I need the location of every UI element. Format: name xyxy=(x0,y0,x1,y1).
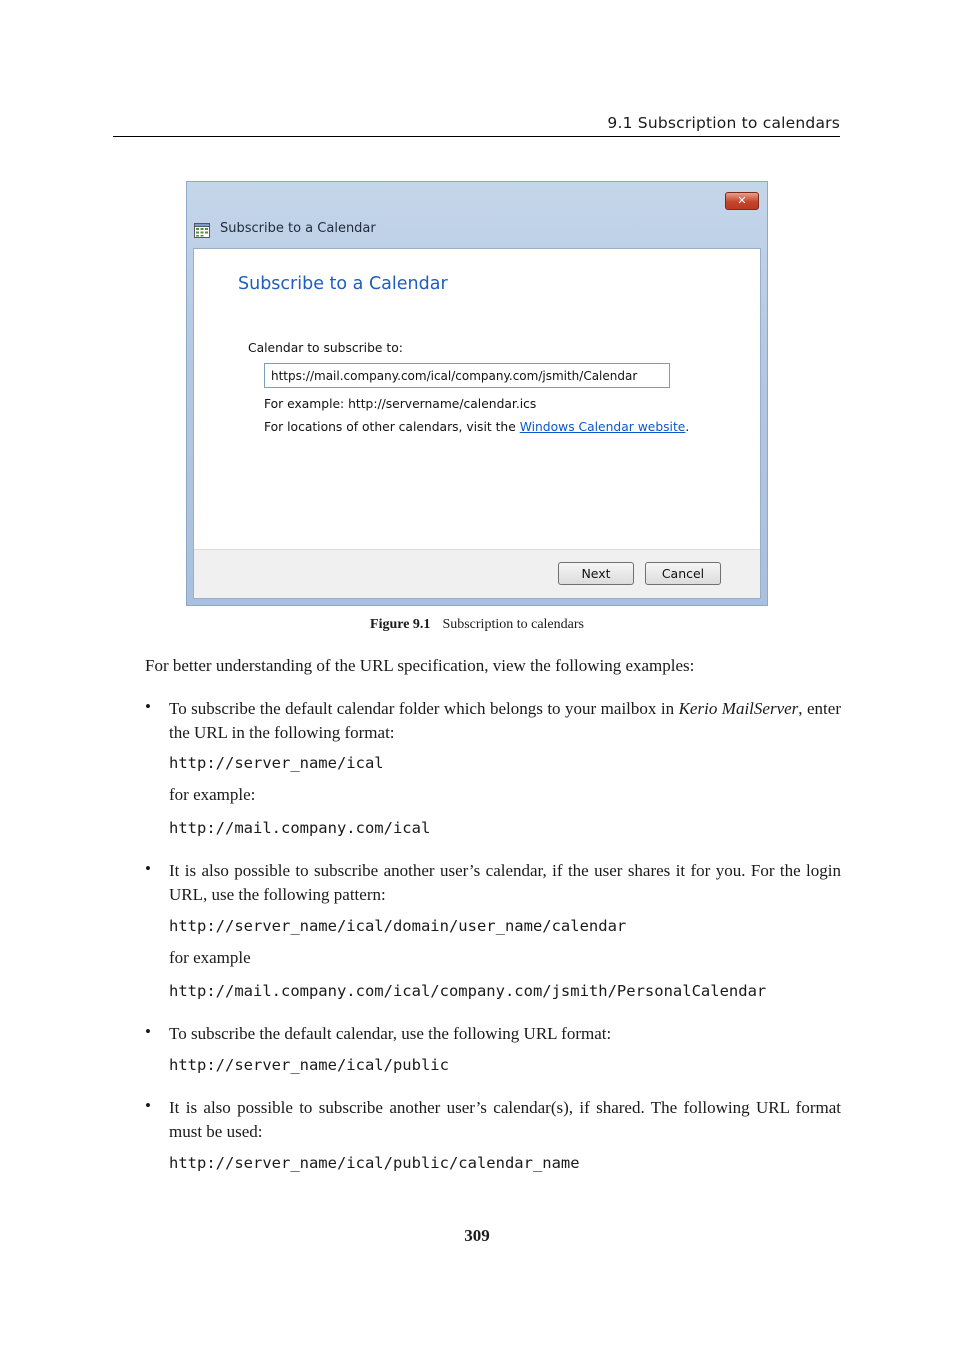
bullet-text: To subscribe the default calendar, use the following URL format: xyxy=(169,1024,612,1043)
close-icon[interactable]: ✕ xyxy=(725,192,759,210)
bullet-marker: • xyxy=(145,1022,151,1041)
dialog-footer xyxy=(194,549,760,598)
code-line: http://mail.company.com/ical/company.com/jsmith/PersonalCalendar xyxy=(169,982,767,1000)
bullet-text: To subscribe the default calendar folder which belongs to your mailbox in Kerio MailServer, enter the URL in the following format: xyxy=(169,699,841,742)
running-head: 9.1 Subscription to calendars xyxy=(607,114,840,132)
bullet-marker: • xyxy=(145,859,151,878)
intro-paragraph: For better understanding of the URL specification, view the following examples: xyxy=(145,656,695,675)
windows-calendar-website-link[interactable]: Windows Calendar website xyxy=(519,420,686,434)
bullet-note: for example xyxy=(169,948,251,967)
bullet-marker: • xyxy=(145,1096,151,1115)
dialog-heading: Subscribe to a Calendar xyxy=(238,274,448,294)
bullet-marker: • xyxy=(145,697,151,716)
code-line: http://server_name/ical/public/calendar_name xyxy=(169,1154,580,1172)
next-button[interactable]: Next xyxy=(558,562,634,585)
code-line: http://mail.company.com/ical xyxy=(169,819,431,837)
window-title: Subscribe to a Calendar xyxy=(220,221,376,236)
calendar-url-label: Calendar to subscribe to: xyxy=(248,341,403,355)
figure-label: Figure 9.1 xyxy=(370,617,431,632)
bullet-text: It is also possible to subscribe another user’s calendar(s), if shared. The following URL format must be used: xyxy=(169,1098,841,1141)
header-rule xyxy=(113,136,840,137)
calendar-icon xyxy=(194,222,210,238)
cancel-button[interactable]: Cancel xyxy=(645,562,721,585)
locations-suffix: . xyxy=(685,420,690,434)
subscribe-dialog-screenshot xyxy=(186,181,768,606)
locations-prefix: For locations of other calendars, visit the xyxy=(264,420,520,434)
bullet-note: for example: xyxy=(169,785,256,804)
page-number: 309 xyxy=(464,1226,490,1245)
product-name: Kerio MailServer xyxy=(678,699,799,718)
figure-caption xyxy=(0,617,954,633)
figure-caption-text: Subscription to calendars xyxy=(442,617,584,632)
calendar-url-input[interactable] xyxy=(264,363,670,388)
code-line: http://server_name/ical xyxy=(169,754,384,772)
code-line: http://server_name/ical/domain/user_name/calendar xyxy=(169,917,627,935)
example-text: For example: http://servername/calendar.ics xyxy=(264,397,537,411)
dialog-panel xyxy=(193,248,761,599)
locations-text xyxy=(264,420,689,434)
code-line: http://server_name/ical/public xyxy=(169,1056,449,1074)
bullet-text: It is also possible to subscribe another user’s calendar, if the user shares it for you. For the login URL, use the following pattern: xyxy=(169,861,841,904)
